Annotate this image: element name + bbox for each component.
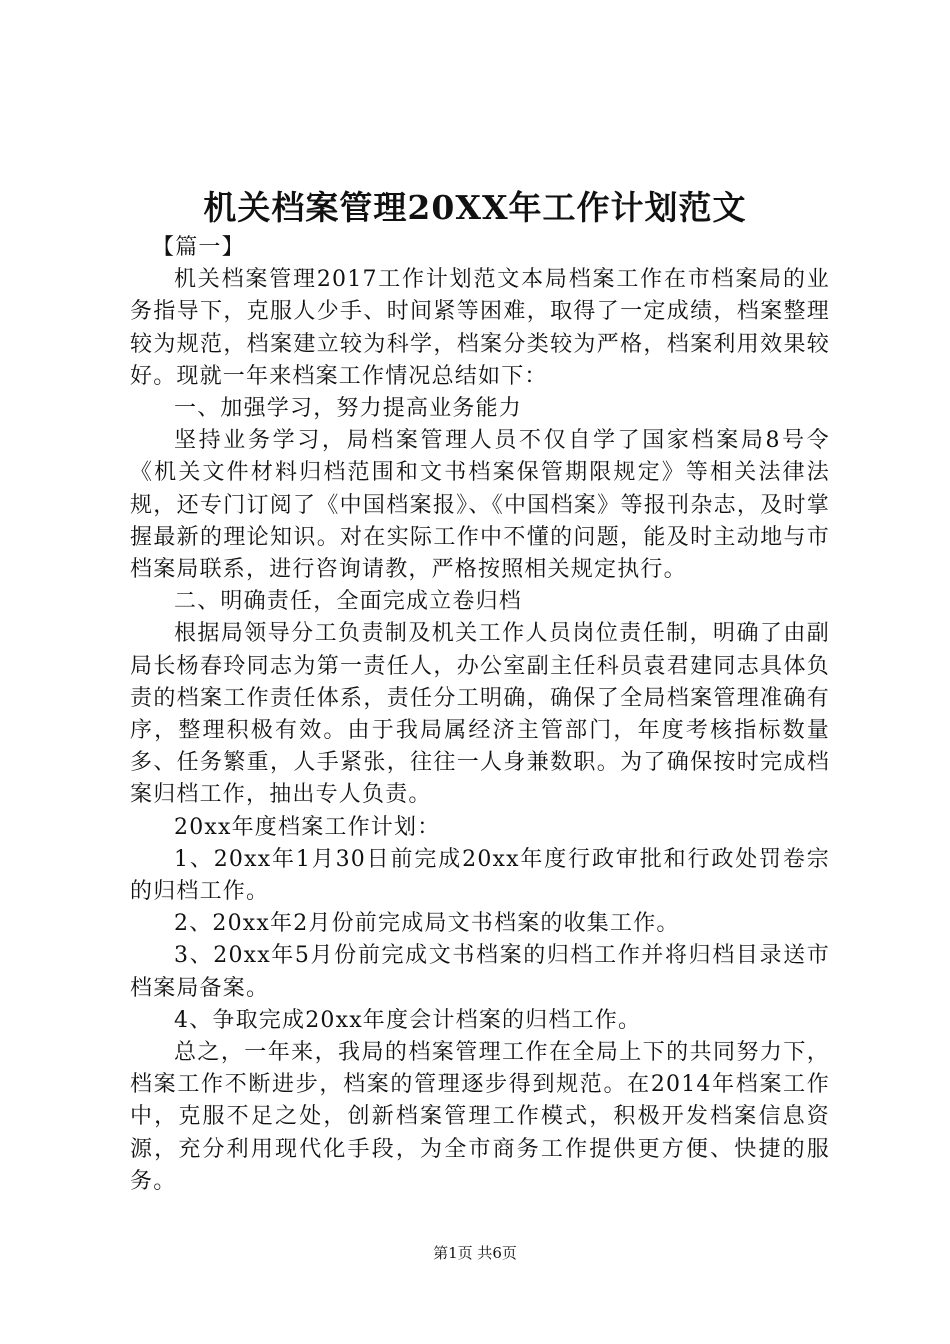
document-body bbox=[130, 232, 830, 1198]
page-footer: 第1页 共6页 bbox=[433, 1244, 517, 1262]
section-marker: 【篇一】 bbox=[152, 235, 245, 260]
plan-item-2: 2、20xx年2月份前完成局文书档案的收集工作。 bbox=[174, 911, 680, 937]
paragraph-2: 根据局领导分工负责制及机关工作人员岗位责任制，明确了由副局长杨春玲同志为第一责任人，办公室副主任科员袁君建同志具体负责的档案工作责任体系，责任分工明确，确保了全局档案管理准确有序，整理积极有效。由于我局属经济主管部门，年度考核指标数量多、任务繁重，人手紧张，往往一人身兼数职。为了确保按时完成档案归档工作，抽出专人负责。 bbox=[130, 621, 830, 808]
section-heading-2: 二、明确责任，全面完成立卷归档 bbox=[174, 589, 523, 615]
page-title: 机关档案管理20XX年工作计划范文 bbox=[203, 188, 747, 227]
plan-item-3: 3、20xx年5月份前完成文书档案的归档工作并将归档目录送市档案局备案。 bbox=[130, 943, 830, 1001]
intro-paragraph: 机关档案管理2017工作计划范文本局档案工作在市档案局的业务指导下，克服人少手、时间紧等困难，取得了一定成绩，档案整理较为规范，档案建立较为科学，档案分类较为严格，档案利用效果较好。现就一年来档案工作情况总结如下： bbox=[130, 267, 830, 389]
section-heading-1: 一、加强学习，努力提高业务能力 bbox=[174, 396, 523, 422]
conclusion-paragraph: 总之，一年来，我局的档案管理工作在全局上下的共同努力下，档案工作不断进步，档案的管理逐步得到规范。在2014年档案工作中，克服不足之处，创新档案管理工作模式，积极开发档案信息资源，充分利用现代化手段，为全市商务工作提供更方便、快捷的服务。 bbox=[130, 1040, 830, 1194]
paragraph-1: 坚持业务学习，局档案管理人员不仅自学了国家档案局8号令《机关文件材料归档范围和文书档案保管期限规定》等相关法律法规，还专门订阅了《中国档案报》、《中国档案》等报刊杂志，及时掌握最新的理论知识。对在实际工作中不懂的问题，能及时主动地与市档案局联系，进行咨询请教，严格按照相关规定执行。 bbox=[130, 428, 830, 583]
plan-item-1: 1、20xx年1月30日前完成20xx年度行政审批和行政处罚卷宗的归档工作。 bbox=[130, 846, 830, 905]
plan-item-4: 4、争取完成20xx年度会计档案的归档工作。 bbox=[174, 1007, 642, 1033]
plan-heading: 20xx年度档案工作计划： bbox=[174, 814, 441, 840]
